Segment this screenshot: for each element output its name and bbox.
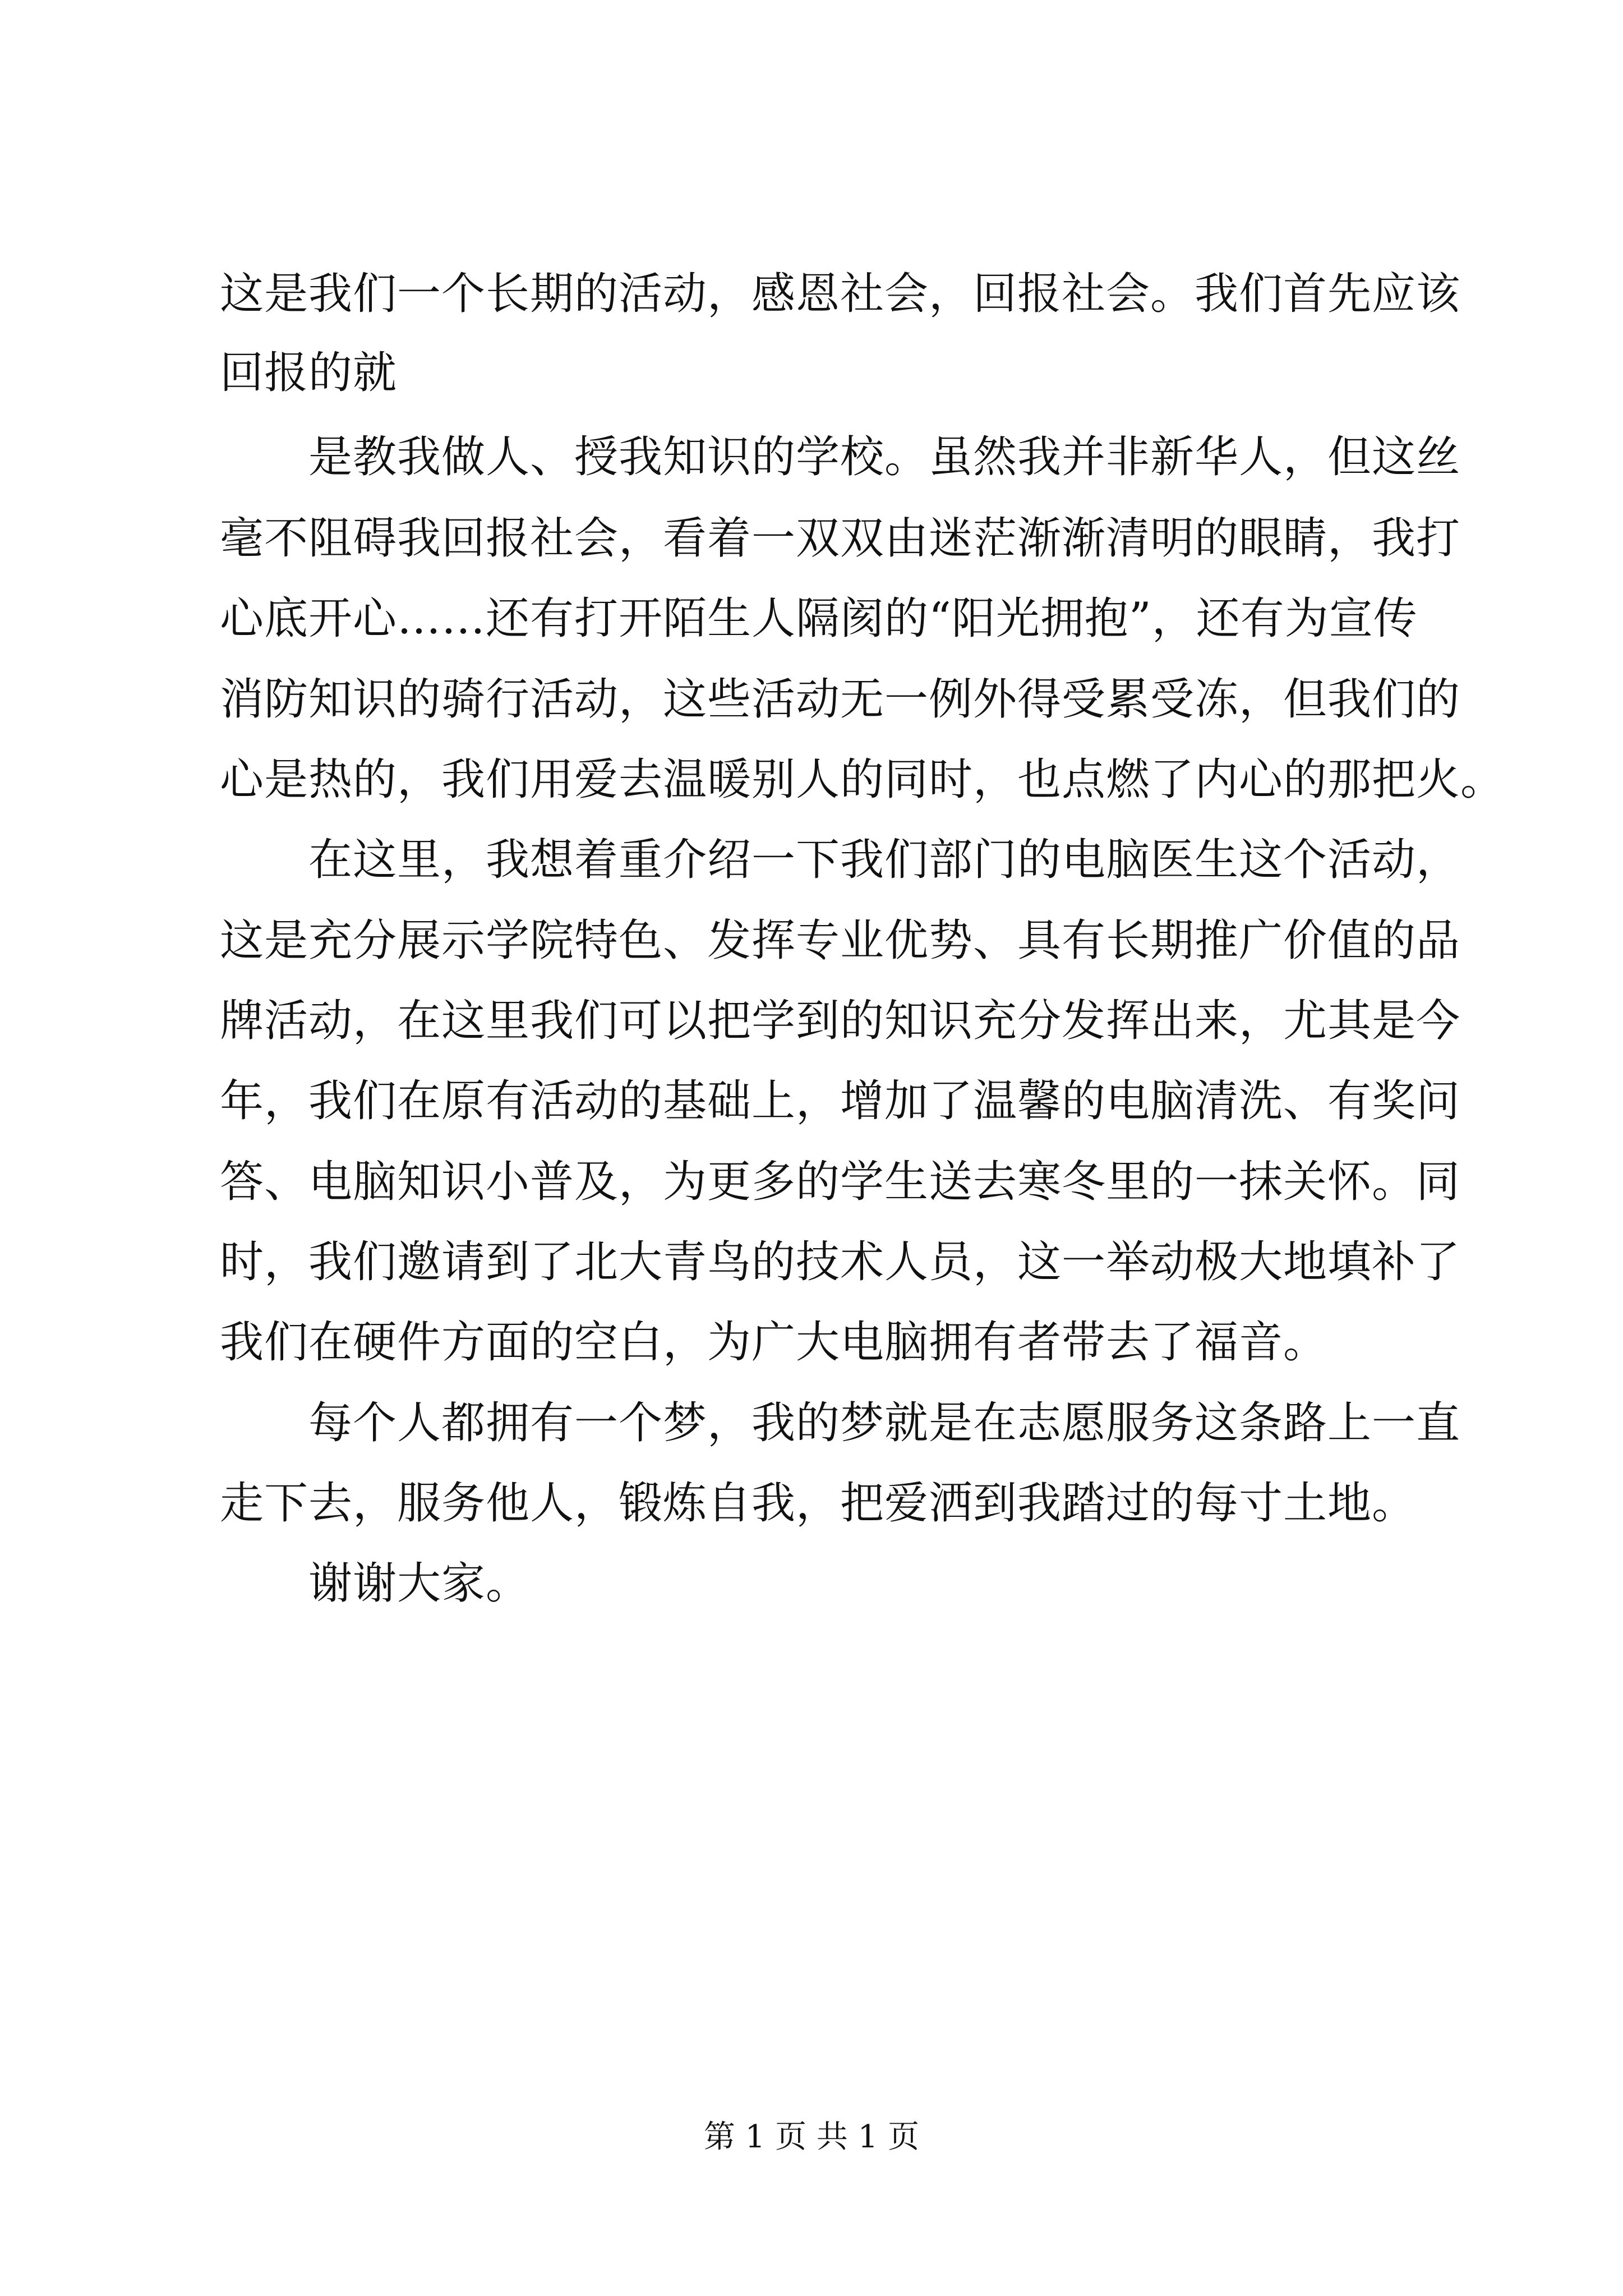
- paragraph-3-line-6: 时，我们邀请到了北大青鸟的技术人员，这一举动极大地填补了: [220, 1237, 1461, 1287]
- paragraph-2-line-1: 是教我做人、授我知识的学校。虽然我并非新华人，但这丝: [308, 432, 1461, 482]
- page-number-footer: 第 1 页 共 1 页: [703, 2119, 920, 2155]
- paragraph-1-line-2: 回报的就: [220, 348, 398, 398]
- paragraph-3-line-3: 牌活动，在这里我们可以把学到的知识充分发挥出来，尤其是今: [220, 996, 1461, 1046]
- paragraph-3-line-1: 在这里，我想着重介绍一下我们部门的电脑医生这个活动，: [308, 835, 1461, 885]
- paragraph-4-line-2: 走下去，服务他人，锻炼自我，把爱洒到我踏过的每寸土地。: [220, 1478, 1417, 1529]
- paragraph-3-line-7: 我们在硬件方面的空白，为广大电脑拥有者带去了福音。: [220, 1317, 1328, 1368]
- paragraph-5-line-1: 谢谢大家。: [308, 1558, 531, 1609]
- paragraph-2-line-4: 消防知识的骑行活动，这些活动无一例外得受累受冻，但我们的: [220, 674, 1461, 725]
- paragraph-4-line-1: 每个人都拥有一个梦，我的梦就是在志愿服务这条路上一直: [308, 1398, 1461, 1448]
- paragraph-2-line-5: 心是热的，我们用爱去温暖别人的同时，也点燃了内心的那把火。: [220, 754, 1505, 805]
- paragraph-3-line-2: 这是充分展示学院特色、发挥专业优势、具有长期推广价值的品: [220, 915, 1461, 966]
- paragraph-3-line-5: 答、电脑知识小普及，为更多的学生送去寒冬里的一抹关怀。同: [220, 1157, 1461, 1207]
- paragraph-1-line-1: 这是我们一个长期的活动，感恩社会，回报社会。我们首先应该: [220, 269, 1461, 319]
- paragraph-2-line-2: 毫不阻碍我回报社会，看着一双双由迷茫渐渐清明的眼睛，我打: [220, 513, 1461, 564]
- paragraph-2-line-3: 心底开心……还有打开陌生人隔阂的“阳光拥抱”，还有为宣传: [220, 593, 1418, 644]
- paragraph-3-line-4: 年，我们在原有活动的基础上，增加了温馨的电脑清洗、有奖问: [220, 1076, 1461, 1126]
